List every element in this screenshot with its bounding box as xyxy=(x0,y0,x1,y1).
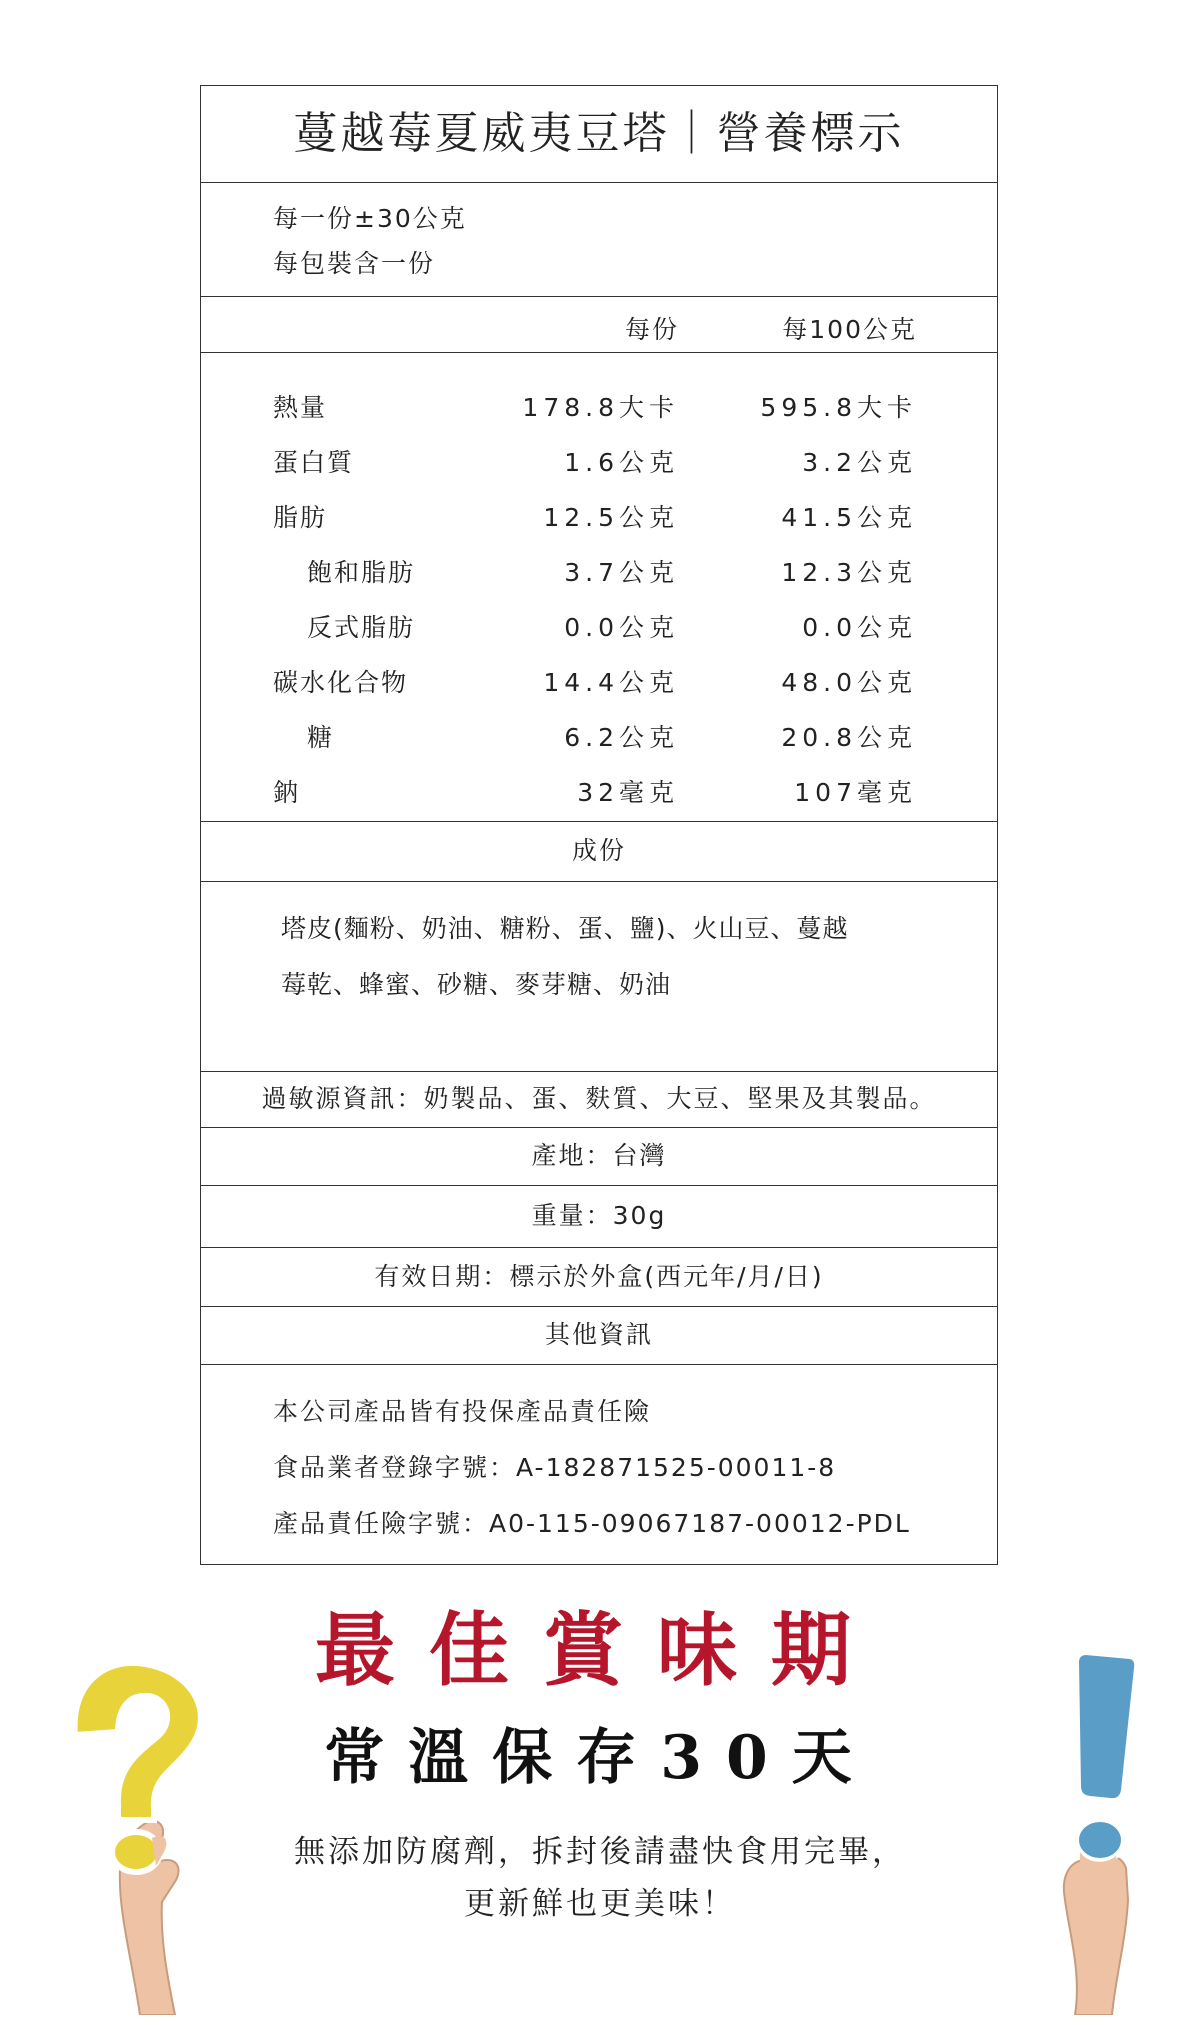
insurance-line: 本公司產品皆有投保產品責任險 xyxy=(273,1397,652,1426)
ingredients-title: 成份 xyxy=(571,836,626,865)
label-title: 蔓越莓夏威夷豆塔｜營養標示 xyxy=(293,108,905,159)
nutrient-per-100g: 41.5公克 xyxy=(781,503,917,532)
other-info-title: 其他資訊 xyxy=(544,1320,653,1349)
nutrient-row xyxy=(201,553,997,608)
serving-size: 每一份±30公克 xyxy=(273,204,467,233)
nutrition-label xyxy=(200,85,998,1565)
nutrient-per-100g: 107毫克 xyxy=(794,778,917,807)
nutrient-row xyxy=(201,498,997,553)
nutrient-per-100g: 0.0公克 xyxy=(802,613,917,642)
nutrient-per-serving: 12.5公克 xyxy=(543,503,679,532)
serving-info xyxy=(201,182,997,296)
freshness-note: 更新鮮也更美味！ xyxy=(464,1886,736,1922)
nutrient-per-serving: 14.4公克 xyxy=(543,668,679,697)
nutrient-per-100g: 12.3公克 xyxy=(781,558,917,587)
nutrient-row xyxy=(201,388,997,443)
question-mark-icon xyxy=(40,1640,210,2015)
nutrient-per-serving: 0.0公克 xyxy=(564,613,679,642)
nutrient-name: 碳水化合物 xyxy=(273,668,409,697)
nutrient-name: 糖 xyxy=(307,723,335,752)
nutrient-row xyxy=(201,443,997,498)
nutrient-name: 脂肪 xyxy=(273,503,328,532)
nutrient-per-serving: 32毫克 xyxy=(577,778,679,807)
nutrient-name: 鈉 xyxy=(273,778,301,807)
ingredients-line: 塔皮(麵粉、奶油、糖粉、蛋、鹽)、火山豆、蔓越 xyxy=(281,914,849,943)
nutrient-per-serving: 1.6公克 xyxy=(564,448,679,477)
policy-number-line: 產品責任險字號：A0-115-09067187-00012-PDL xyxy=(273,1509,911,1538)
ingredients-line: 莓乾、蜂蜜、砂糖、麥芽糖、奶油 xyxy=(281,970,672,999)
nutrient-per-100g: 595.8大卡 xyxy=(760,393,917,422)
weight-info: 重量：30g xyxy=(531,1201,667,1230)
other-info-text xyxy=(201,1364,997,1564)
servings-per-pack: 每包裝含一份 xyxy=(273,249,436,278)
nutrient-name: 熱量 xyxy=(273,393,328,422)
ingredients-text xyxy=(201,881,997,1071)
registration-line: 食品業者登錄字號：A-182871525-00011-8 xyxy=(273,1453,837,1482)
nutrient-name: 飽和脂肪 xyxy=(307,558,416,587)
nutrient-per-100g: 48.0公克 xyxy=(781,668,917,697)
allergen-info: 過敏源資訊：奶製品、蛋、麩質、大豆、堅果及其製品。 xyxy=(261,1084,937,1113)
origin-info: 產地：台灣 xyxy=(531,1141,667,1170)
expiry-info: 有效日期：標示於外盒(西元年/月/日) xyxy=(374,1262,824,1291)
nutrient-per-100g: 20.8公克 xyxy=(781,723,917,752)
nutrient-per-serving: 6.2公克 xyxy=(564,723,679,752)
header-per-serving: 每份 xyxy=(624,315,679,344)
exclamation-mark-icon xyxy=(1020,1640,1180,2015)
nutrient-row xyxy=(201,608,997,663)
nutrient-per-serving: 3.7公克 xyxy=(564,558,679,587)
nutrient-row xyxy=(201,773,997,828)
nutrient-per-100g: 3.2公克 xyxy=(802,448,917,477)
nutrient-per-serving: 178.8大卡 xyxy=(522,393,679,422)
column-headers xyxy=(201,296,997,352)
header-per-100g: 每100公克 xyxy=(782,315,917,344)
nutrient-row xyxy=(201,718,997,773)
storage-info: 常溫保存30天 xyxy=(324,1723,876,1793)
nutrient-name: 蛋白質 xyxy=(273,448,355,477)
best-before-title: 最佳賞味期 xyxy=(315,1603,885,1697)
nutrient-row xyxy=(201,663,997,718)
preservative-note: 無添加防腐劑，拆封後請盡快食用完畢， xyxy=(294,1834,906,1870)
nutrient-name: 反式脂肪 xyxy=(307,613,416,642)
